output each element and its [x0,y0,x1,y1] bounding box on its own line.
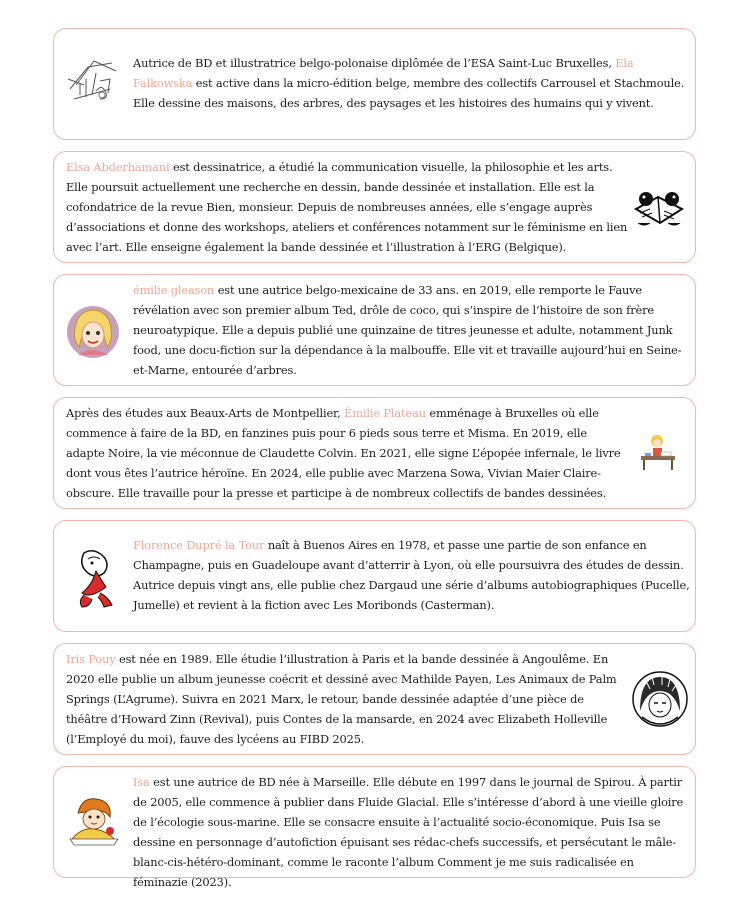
hooded-portrait-icon [632,671,688,727]
author-name[interactable]: Isa [133,775,150,789]
bio-text: Après des études aux Beaux-Arts de Montpellier, Émilie Plateau emménage à Bruxelles où elle commence à faire de la BD, en fanzines puis pour 6 pieds sous terre et Misma. En 2019, elle adapte Noire, la vie méconnue de Claudette Colvin. En 2021, elle signe L’épopée infernale, le livre dont vous êtes l’autrice héroïne. En 2024, elle publie avec Marzena Sowa, Vivian Maier Claire-obscure. Elle travaille pour la presse et participe à de nombreux collectifs de bandes dessinées. [66,406,621,500]
bio-card-isa [53,766,696,889]
bio-text: Isa est une autrice de BD née à Marseille. Elle débute en 1997 dans le journal de Spirou. À partir de 2005, elle commence à publier dans Fluide Glacial. Elle s’intéresse d’abord à une vieille gloire de l’écologie sous-marine. Elle se consacre ensuite à l’actualité socio-économique. Puis Isa se dessine en personnage d’autofiction épuisant ses rédac-chefs successifs, et persécutant le mâle-blanc-cis-hétéro-dominant, comme le raconte l’album Comment je me suis radicalisée en féminazie (2023). [133,775,684,889]
bio-card-emilie-plateau [53,397,696,509]
bio-text: Florence Dupré la Tour naît à Buenos Aires en 1978, et passe une partie de son enfance en Champagne, puis en Guadeloupe avant d’atterrir à Lyon, où elle poursuivra des études de dessin. Autrice depuis vingt ans, elle publie chez Dargaud une série d’albums autobiographiques (Pucelle, Jumelle) et revient à la fiction avec Les Moribonds (Casterman). [133,538,690,612]
blonde-avatar-icon [66,305,120,359]
author-name[interactable]: Émilie Plateau [344,406,426,420]
author-name[interactable]: Ela Falkowska [133,56,634,90]
bio-card-emilie-gleason [53,274,696,386]
house-sketch-icon [66,55,120,105]
bio-text: Autrice de BD et illustratrice belgo-polonaise diplômée de l’ESA Saint-Luc Bruxelles, Ela Falkowska est active dans la micro-édition belge, membre des collectifs Carrousel et Stachmoule. Elle dessine des maisons, des arbres, des paysages et les histoires des humains qui y vivent. [133,56,685,110]
cartoon-character-icon [70,547,120,609]
bio-card-elsa-abderhamani [53,151,696,263]
author-name[interactable]: Iris Pouy [66,652,116,666]
bio-text: émilie gleason est une autrice belgo-mexicaine de 33 ans. en 2019, elle remporte le Fauve révélation avec son premier album Ted, drôle de coco, qui s’inspire de l’histoire de son frère neuroatypique. Elle a depuis publié une quinzaine de titres jeunesse et adulte, notamment Junk food, une docu-fiction sur la dépendance à la malbouffe. Elle vit et travaille aujourd’hui en Seine-et-Marne, entourée d’arbres. [133,283,682,377]
author-name[interactable]: Elsa Abderhamani [66,160,170,174]
drawing-desk-icon [637,432,681,472]
author-name[interactable]: émilie gleason [133,283,215,297]
bio-text: Iris Pouy est née en 1989. Elle étudie l’illustration à Paris et la bande dessinée à Angoulême. En 2020 elle publie un album jeunesse coécrit et dessiné avec Mathilde Payen, Les Animaux de Palm Springs (L’Agrume). Suivra en 2021 Marx, le retour, bande dessinée adaptée d’une pièce de théâtre d’Howard Zinn (Revival), puis Contes de la mansarde, en 2024 avec Elizabeth Holleville (l’Employé du moi), fauve des lycéens au FIBD 2025. [66,652,617,746]
book-reader-icon [632,183,686,229]
bio-card-florence-dupre-la-tour [53,520,696,632]
comic-heroine-icon [66,795,122,847]
bio-card-iris-pouy [53,643,696,755]
bio-text: Elsa Abderhamani est dessinatrice, a étudié la communication visuelle, la philosophie et les arts. Elle poursuit actuellement une recherche en dessin, bande dessinée et installation. Elle est la cofondatrice de la revue Bien, monsieur. Depuis de nombreuses années, elle s’engage auprès d’associations et donne des workshops, ateliers et conférences notamment sur le féminisme en lien avec l’art. Elle enseigne également la bande dessinée et l’illustration à l’ERG (Belgique). [66,160,628,254]
bio-card-ela-falkowska [53,28,696,140]
author-name[interactable]: Florence Dupré la Tour [133,538,265,552]
